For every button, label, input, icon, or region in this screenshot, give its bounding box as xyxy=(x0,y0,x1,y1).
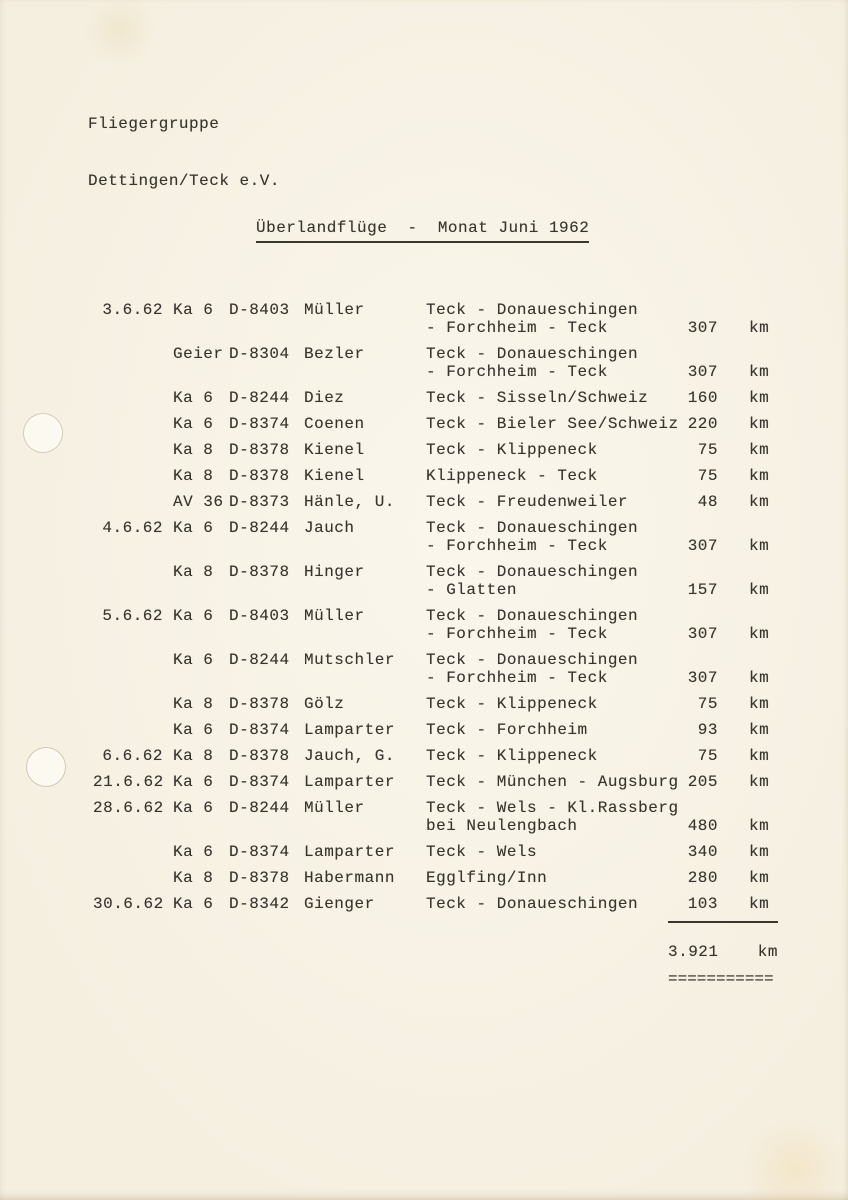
flight-row xyxy=(93,747,783,765)
total-double-rule: =========== xyxy=(668,970,774,988)
distance-unit: km xyxy=(749,895,770,913)
aircraft-type: Ka 6 xyxy=(173,301,214,319)
flight-row xyxy=(93,695,783,713)
pilot-name: Habermann xyxy=(304,869,395,887)
pilot-name: Bezler xyxy=(304,345,365,363)
flight-route xyxy=(426,869,666,887)
flight-row xyxy=(93,389,783,407)
flights-table-rows xyxy=(93,301,783,913)
route-line: Egglfing/Inn xyxy=(426,869,548,887)
flight-date: 6.6.62 xyxy=(102,747,163,765)
route-line: Klippeneck - Teck xyxy=(426,467,598,485)
flight-row xyxy=(93,301,783,337)
flight-distance: 205 xyxy=(687,773,718,791)
total-rule xyxy=(668,921,778,923)
flight-distance: 75 xyxy=(697,441,718,459)
aircraft-registration: D-8244 xyxy=(229,799,290,817)
distance-unit: km xyxy=(749,669,770,687)
aircraft-type: Ka 8 xyxy=(173,695,214,713)
aircraft-registration: D-8378 xyxy=(229,467,290,485)
route-line: Teck - Donaueschingen xyxy=(426,651,639,669)
total-distance: 3.921 xyxy=(668,943,719,961)
flights-table xyxy=(93,301,783,988)
aircraft-type: Ka 6 xyxy=(173,415,214,433)
aircraft-registration: D-8403 xyxy=(229,301,290,319)
aircraft-registration: D-8374 xyxy=(229,415,290,433)
flight-date: 21.6.62 xyxy=(93,773,164,791)
flight-row xyxy=(93,799,783,835)
route-line: Teck - Wels xyxy=(426,843,538,861)
route-line: Teck - Freudenweiler xyxy=(426,493,629,511)
flight-route xyxy=(426,441,666,459)
flight-distance: 340 xyxy=(687,843,718,861)
pilot-name: Lamparter xyxy=(304,773,395,791)
flight-date: 4.6.62 xyxy=(102,519,163,537)
pilot-name: Diez xyxy=(304,389,345,407)
aircraft-type: Ka 6 xyxy=(173,519,214,537)
flight-route xyxy=(426,345,666,381)
pilot-name: Coenen xyxy=(304,415,365,433)
route-line: Teck - Donaueschingen xyxy=(426,607,639,625)
distance-unit: km xyxy=(749,537,770,555)
pilot-name: Gienger xyxy=(304,895,375,913)
page-title: Überlandflüge - Monat Juni 1962 xyxy=(256,219,589,243)
distance-unit: km xyxy=(749,415,770,433)
flight-distance: 157 xyxy=(687,581,718,599)
flight-row xyxy=(93,651,783,687)
flight-row xyxy=(93,895,783,913)
flight-row xyxy=(93,467,783,485)
flight-route xyxy=(426,467,666,485)
route-line: Teck - Sisseln/Schweiz xyxy=(426,389,649,407)
distance-unit: km xyxy=(749,747,770,765)
aircraft-registration: D-8374 xyxy=(229,843,290,861)
flight-route xyxy=(426,799,679,835)
flight-row xyxy=(93,773,783,791)
route-line: Teck - Donaueschingen xyxy=(426,301,639,319)
pilot-name: Müller xyxy=(304,607,365,625)
aircraft-type: Ka 6 xyxy=(173,843,214,861)
route-line: Teck - Klippeneck xyxy=(426,747,598,765)
distance-unit: km xyxy=(749,493,770,511)
route-line: Teck - Donaueschingen xyxy=(426,345,639,363)
flight-route xyxy=(426,563,666,599)
distance-unit: km xyxy=(749,581,770,599)
pilot-name: Hänle, U. xyxy=(304,493,395,511)
flight-row xyxy=(93,519,783,555)
aircraft-registration: D-8378 xyxy=(229,563,290,581)
aircraft-type: Ka 8 xyxy=(173,467,214,485)
total-unit: km xyxy=(757,943,778,961)
flight-row xyxy=(93,441,783,459)
flight-distance: 48 xyxy=(697,493,718,511)
route-line: - Forchheim - Teck xyxy=(426,669,608,687)
distance-unit: km xyxy=(749,695,770,713)
route-line: Teck - Donaueschingen xyxy=(426,519,639,537)
aircraft-registration: D-8378 xyxy=(229,441,290,459)
aircraft-type: Ka 8 xyxy=(173,869,214,887)
distance-unit: km xyxy=(749,319,770,337)
route-line: - Forchheim - Teck xyxy=(426,363,608,381)
flight-date: 5.6.62 xyxy=(102,607,163,625)
pilot-name: Kienel xyxy=(304,467,365,485)
pilot-name: Hinger xyxy=(304,563,365,581)
flight-row xyxy=(93,721,783,739)
pilot-name: Müller xyxy=(304,799,365,817)
flight-row xyxy=(93,493,783,511)
flight-route xyxy=(426,773,679,791)
flight-route xyxy=(426,301,666,337)
distance-unit: km xyxy=(749,773,770,791)
aircraft-type: Ka 6 xyxy=(173,651,214,669)
flight-route xyxy=(426,415,679,433)
flight-row xyxy=(93,607,783,643)
distance-unit: km xyxy=(749,869,770,887)
total-row xyxy=(668,943,778,961)
distance-unit: km xyxy=(749,843,770,861)
aircraft-type: Ka 8 xyxy=(173,747,214,765)
org-name-line2: Dettingen/Teck e.V. xyxy=(88,172,280,190)
flight-distance: 480 xyxy=(687,817,718,835)
flight-distance: 103 xyxy=(687,895,718,913)
aircraft-registration: D-8373 xyxy=(229,493,290,511)
aircraft-registration: D-8374 xyxy=(229,721,290,739)
aircraft-type: Geier xyxy=(173,345,224,363)
distance-unit: km xyxy=(749,363,770,381)
pilot-name: Jauch, G. xyxy=(304,747,395,765)
flight-distance: 307 xyxy=(687,537,718,555)
route-line: Teck - Bieler See/Schweiz xyxy=(426,415,679,433)
flight-route xyxy=(426,843,666,861)
aircraft-registration: D-8403 xyxy=(229,607,290,625)
flight-distance: 220 xyxy=(687,415,718,433)
flight-row xyxy=(93,843,783,861)
flight-row xyxy=(93,869,783,887)
pilot-name: Müller xyxy=(304,301,365,319)
flight-row xyxy=(93,563,783,599)
distance-unit: km xyxy=(749,389,770,407)
flight-distance: 75 xyxy=(697,467,718,485)
flight-date: 3.6.62 xyxy=(102,301,163,319)
aircraft-registration: D-8378 xyxy=(229,747,290,765)
flight-distance: 93 xyxy=(697,721,718,739)
flight-route xyxy=(426,895,666,913)
pilot-name: Mutschler xyxy=(304,651,395,669)
punch-hole-top xyxy=(23,413,63,453)
flight-distance: 75 xyxy=(697,695,718,713)
distance-unit: km xyxy=(749,625,770,643)
flight-route xyxy=(426,651,666,687)
route-line: Teck - München - Augsburg xyxy=(426,773,679,791)
route-line: - Forchheim - Teck xyxy=(426,625,608,643)
aircraft-registration: D-8378 xyxy=(229,869,290,887)
aircraft-type: Ka 6 xyxy=(173,799,214,817)
flight-row xyxy=(93,415,783,433)
aircraft-type: Ka 6 xyxy=(173,895,214,913)
route-line: - Glatten xyxy=(426,581,517,599)
flight-date: 30.6.62 xyxy=(93,895,164,913)
flight-distance: 160 xyxy=(687,389,718,407)
aircraft-type: Ka 6 xyxy=(173,607,214,625)
route-line: Teck - Klippeneck xyxy=(426,441,598,459)
aircraft-registration: D-8244 xyxy=(229,519,290,537)
aircraft-type: Ka 6 xyxy=(173,773,214,791)
route-line: Teck - Klippeneck xyxy=(426,695,598,713)
pilot-name: Lamparter xyxy=(304,843,395,861)
distance-unit: km xyxy=(749,441,770,459)
pilot-name: Jauch xyxy=(304,519,355,537)
org-name xyxy=(88,77,280,210)
aircraft-registration: D-8304 xyxy=(229,345,290,363)
flight-distance: 307 xyxy=(687,669,718,687)
flight-route xyxy=(426,519,666,555)
aircraft-type: Ka 6 xyxy=(173,389,214,407)
aircraft-type: AV 36 xyxy=(173,493,224,511)
flight-distance: 307 xyxy=(687,363,718,381)
route-line: Teck - Forchheim xyxy=(426,721,588,739)
route-line: Teck - Donaueschingen xyxy=(426,563,639,581)
flight-route xyxy=(426,721,666,739)
flight-route xyxy=(426,493,666,511)
aircraft-registration: D-8374 xyxy=(229,773,290,791)
flight-distance: 280 xyxy=(687,869,718,887)
flight-row xyxy=(93,345,783,381)
distance-unit: km xyxy=(749,817,770,835)
aircraft-registration: D-8244 xyxy=(229,389,290,407)
aircraft-registration: D-8244 xyxy=(229,651,290,669)
route-line: Teck - Donaueschingen xyxy=(426,895,639,913)
aircraft-type: Ka 8 xyxy=(173,563,214,581)
flight-distance: 307 xyxy=(687,625,718,643)
flight-route xyxy=(426,607,666,643)
aircraft-registration: D-8378 xyxy=(229,695,290,713)
pilot-name: Kienel xyxy=(304,441,365,459)
distance-unit: km xyxy=(749,467,770,485)
flight-distance: 307 xyxy=(687,319,718,337)
flight-date: 28.6.62 xyxy=(93,799,164,817)
aircraft-type: Ka 6 xyxy=(173,721,214,739)
route-line: Teck - Wels - Kl.Rassberg xyxy=(426,799,679,817)
aircraft-type: Ka 8 xyxy=(173,441,214,459)
flight-route xyxy=(426,695,666,713)
flight-route xyxy=(426,747,666,765)
aircraft-registration: D-8342 xyxy=(229,895,290,913)
org-name-line1: Fliegergruppe xyxy=(88,115,220,133)
flight-distance: 75 xyxy=(697,747,718,765)
punch-hole-bottom xyxy=(26,747,66,787)
pilot-name: Lamparter xyxy=(304,721,395,739)
flight-route xyxy=(426,389,666,407)
route-line: - Forchheim - Teck xyxy=(426,537,608,555)
distance-unit: km xyxy=(749,721,770,739)
route-line: bei Neulengbach xyxy=(426,817,578,835)
route-line: - Forchheim - Teck xyxy=(426,319,608,337)
pilot-name: Gölz xyxy=(304,695,345,713)
